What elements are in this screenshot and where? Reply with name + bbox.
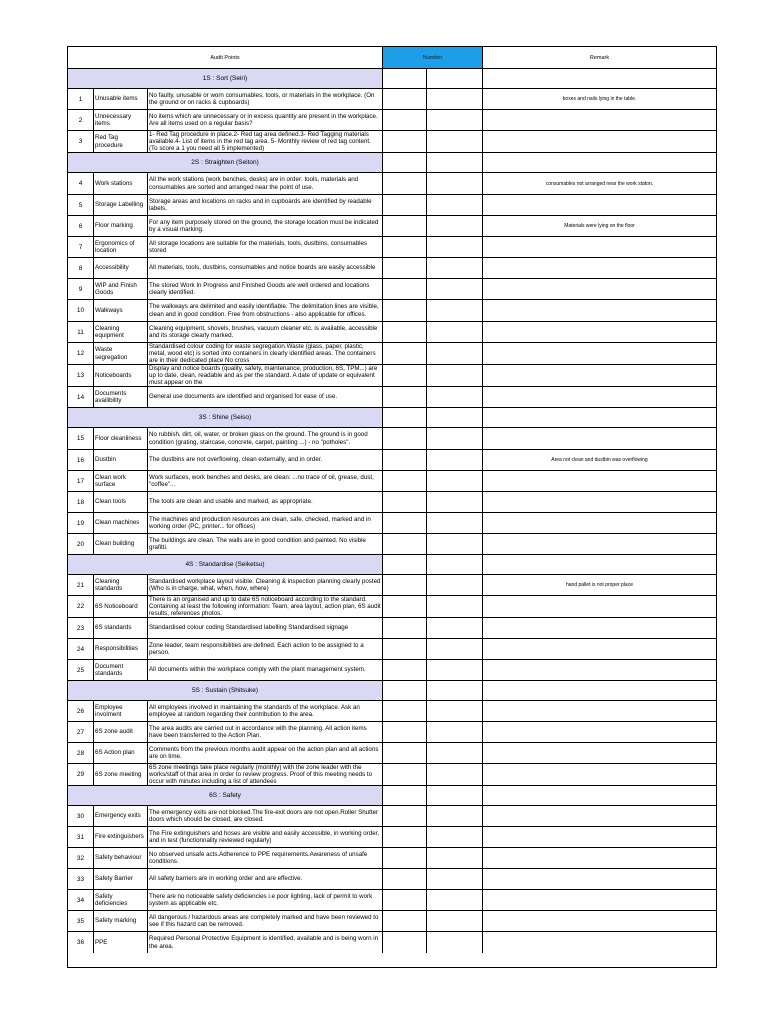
- table-row: [68, 428, 716, 450]
- audit-point-description: Work surfaces, work benches and desks, are clean: ...no trace of oil, grease, dust, "coffee"...: [148, 471, 383, 491]
- number-cell-2[interactable]: [427, 173, 483, 194]
- number-cell[interactable]: [383, 575, 427, 595]
- audit-point-description: Standardised colour coding for waste segregation.Waste (glass, paper, plastic, metal, wood etc) is sorted into containers in clearly identified areas. The containers are in their dedicated place No cross: [148, 343, 383, 364]
- section-header-row: [68, 408, 716, 428]
- item-number: 24: [68, 639, 94, 659]
- number-cell-2[interactable]: [427, 450, 483, 470]
- number-cell[interactable]: [383, 806, 427, 826]
- number-cell-2[interactable]: [427, 89, 483, 109]
- remark-cell[interactable]: [483, 555, 716, 574]
- audit-point-description: The machines and production resources are clean, safe, checked, marked and in working order (PC, printer... for offices): [148, 513, 383, 533]
- number-cell-2[interactable]: [427, 408, 483, 427]
- audit-point-description: 6S zone meetings take place regularly (monthly) with the zone leader with the works/staff of that area in order to review progress. Proof of this meeting needs to occur with minutes including a list of attendees: [148, 764, 383, 785]
- section-title: 2S : Straighten (Seiton): [68, 153, 383, 172]
- audit-point-description: The walkways are delimited and easily identifiable. The delimitation lines are visible, clean and in good condition. Free from obstructions - also applicable for offices.: [148, 300, 383, 321]
- audit-point-name: Employee involment: [94, 701, 148, 721]
- number-cell[interactable]: [383, 237, 427, 257]
- item-number: 30: [68, 806, 94, 826]
- remark-cell[interactable]: consumables not arranged near the work staton.: [545, 180, 654, 187]
- audit-point-description: All employees involved in maintaining the standards of the workplace. Ask an employee at random regarding their contribution to the area.: [148, 701, 383, 721]
- number-cell[interactable]: [383, 890, 427, 910]
- audit-point-description: General use documents are identified and organised for ease of use.: [148, 387, 383, 407]
- number-cell[interactable]: [383, 869, 427, 889]
- audit-point-name: Unnecessary items: [94, 110, 148, 130]
- table-row: [68, 89, 716, 110]
- number-cell[interactable]: [383, 450, 427, 470]
- audit-point-description: Zone leader, team responsibilities are defined. Each action to be assigned to a person.: [148, 639, 383, 659]
- header-remark: Remark: [589, 54, 610, 61]
- number-cell[interactable]: [383, 513, 427, 533]
- audit-point-description: Display and notice boards (quality, safety, maintenance, production, 6S, TPM...) are up to date, clean, readable and as per the standard. A date of update or equivalent must appear on the: [148, 365, 383, 386]
- number-cell[interactable]: [383, 258, 427, 278]
- audit-point-description: No items which are unnecessary or in excess quantity are present in the workplace. Are all items used on a regular basis?: [148, 110, 383, 130]
- item-number: 4: [68, 173, 94, 194]
- number-cell[interactable]: [383, 216, 427, 236]
- table-row: [68, 701, 716, 722]
- remark-cell[interactable]: Materials were lying on the floor: [564, 223, 635, 229]
- number-cell[interactable]: [383, 492, 427, 512]
- number-cell[interactable]: [383, 173, 427, 194]
- number-cell-2[interactable]: [427, 471, 483, 491]
- number-cell-2[interactable]: [427, 279, 483, 299]
- section-title: 3S : Shine (Seiso): [68, 408, 383, 427]
- item-number: 21: [68, 575, 94, 595]
- audit-point-description: For any item purposely stored on the ground, the storage location must be indicated by a visual marking.: [148, 216, 383, 236]
- audit-point-description: The buildings are clean. The walls are in good condition and painted. No visible grafitti.: [148, 534, 383, 554]
- audit-point-name: Clean work surface: [94, 471, 148, 491]
- number-cell-2[interactable]: [427, 722, 483, 742]
- audit-point-description: 1- Red Tag procedure in place.2- Red tag area defined.3- Red Tagging materials available.4- List of items in the red tag area. 5- Monthly review of red tag content. (To score a 1 you need all 5 implemented): [148, 131, 383, 152]
- remark-cell[interactable]: [483, 596, 716, 617]
- table-row: [68, 195, 716, 216]
- table-row: [68, 173, 716, 195]
- audit-point-description: The emergency exits are not blocked.The fire-exit doors are not open.Roller Shutter doors which should be closed, are closed.: [148, 806, 383, 826]
- table-row: [68, 911, 716, 932]
- audit-point-description: All storage locations are suitable for the materials, tools, dustbins, consumables stored: [148, 237, 383, 257]
- table-row: [68, 618, 716, 639]
- remark-cell[interactable]: [483, 343, 716, 364]
- remark-cell[interactable]: [483, 110, 716, 130]
- number-cell-2[interactable]: [427, 492, 483, 512]
- remark-cell[interactable]: [483, 639, 716, 659]
- item-number: 1: [68, 89, 94, 109]
- remark-cell[interactable]: [483, 932, 716, 953]
- number-cell[interactable]: [383, 639, 427, 659]
- audit-point-name: Unusable items: [94, 89, 148, 109]
- item-number: 5: [68, 195, 94, 215]
- audit-point-name: Accessibility: [94, 258, 148, 278]
- item-number: 34: [68, 890, 94, 910]
- table-row: [68, 596, 716, 618]
- audit-point-description: The dustbins are not overflowing, clean externally, and in order.: [148, 450, 383, 470]
- audit-point-name: 6S zone meeting: [94, 764, 148, 785]
- audit-point-name: Responsibilities: [94, 639, 148, 659]
- audit-point-name: 6S standards: [94, 618, 148, 638]
- item-number: 10: [68, 300, 94, 321]
- item-number: 33: [68, 869, 94, 889]
- audit-point-description: No rubbish, dirt, oil, water, or broken glass on the ground. The ground is in good condition (grating, staircase, concrete, carpet, painting ...) - no "potholes".: [148, 428, 383, 449]
- item-number: 27: [68, 722, 94, 742]
- audit-point-description: Comments from the previous months audit appear on the action plan and all actions are on time.: [148, 743, 383, 763]
- item-number: 9: [68, 279, 94, 299]
- item-number: 22: [68, 596, 94, 617]
- remark-cell[interactable]: [483, 279, 716, 299]
- table-row: [68, 450, 716, 471]
- number-cell-2[interactable]: [427, 69, 483, 88]
- remark-cell[interactable]: [483, 534, 716, 554]
- item-number: 14: [68, 387, 94, 407]
- number-cell-2[interactable]: [427, 786, 483, 805]
- section-title: 6S : Safety: [68, 786, 383, 805]
- item-number: 36: [68, 932, 94, 953]
- remark-cell[interactable]: [483, 722, 716, 742]
- number-cell[interactable]: [383, 786, 427, 805]
- remark-cell[interactable]: hand pallet is not proper place: [566, 582, 633, 588]
- remark-cell[interactable]: [483, 660, 716, 680]
- number-cell-2[interactable]: [427, 639, 483, 659]
- number-cell[interactable]: [383, 660, 427, 680]
- table-row: [68, 279, 716, 300]
- table-row: [68, 387, 716, 408]
- table-row: [68, 322, 716, 343]
- remark-cell[interactable]: [483, 322, 716, 342]
- number-cell-2[interactable]: [427, 258, 483, 278]
- number-cell-2[interactable]: [427, 575, 483, 595]
- audit-point-description: The stored Work In Progress and Finished Goods are well ordered and locations clearly identified.: [148, 279, 383, 299]
- remark-cell[interactable]: [483, 764, 716, 785]
- table-row: [68, 848, 716, 869]
- audit-point-name: Clean machines: [94, 513, 148, 533]
- remark-cell[interactable]: [483, 300, 716, 321]
- audit-point-name: 6S zone audit: [94, 722, 148, 742]
- audit-point-description: The Fire extinguishers and hoses are visible and easily accessible, in working order, and in test (functionnality reviewed regularly): [148, 827, 383, 847]
- number-cell-2[interactable]: [427, 131, 483, 152]
- remark-cell[interactable]: [483, 258, 716, 278]
- number-cell-2[interactable]: [427, 153, 483, 172]
- remark-cell[interactable]: [483, 681, 716, 700]
- remark-cell[interactable]: [483, 69, 716, 88]
- remark-cell[interactable]: [483, 701, 716, 721]
- audit-point-description: All dangerous / hazardous areas are completely marked and have been reviewed to see if this hazard can be removed.: [148, 911, 383, 931]
- remark-cell[interactable]: [483, 131, 716, 152]
- item-number: 12: [68, 343, 94, 364]
- section-header-row: [68, 69, 716, 89]
- table-row: [68, 131, 716, 153]
- audit-point-name: PPE: [94, 932, 148, 953]
- number-cell[interactable]: [383, 681, 427, 700]
- number-cell[interactable]: [383, 911, 427, 931]
- number-cell-2[interactable]: [427, 110, 483, 130]
- remark-cell[interactable]: [483, 428, 716, 449]
- remark-cell[interactable]: [483, 618, 716, 638]
- number-cell-2[interactable]: [427, 365, 483, 386]
- number-cell-2[interactable]: [427, 827, 483, 847]
- remark-cell[interactable]: [483, 786, 716, 805]
- remark-cell[interactable]: [483, 869, 716, 889]
- table-row: [68, 722, 716, 743]
- number-cell-2[interactable]: [427, 932, 483, 953]
- number-cell-2[interactable]: [427, 681, 483, 700]
- table-row: [68, 237, 716, 258]
- table-row: [68, 806, 716, 827]
- audit-point-description: Standardised colour coding Standardised labelling Standardised signage: [148, 618, 383, 638]
- audit-point-description: The area audits are carried out in accordance with the planning. All action items have been transferred to the Action Plan.: [148, 722, 383, 742]
- section-title: 5S : Sustain (Shitsuke): [68, 681, 383, 700]
- number-cell[interactable]: [383, 89, 427, 109]
- audit-point-description: All safety barriers are in working order and are effective.: [148, 869, 383, 889]
- number-cell-2[interactable]: [427, 764, 483, 785]
- remark-cell[interactable]: [483, 387, 716, 407]
- header-audit-points: Audit Points: [68, 47, 383, 68]
- table-row: [68, 492, 716, 513]
- number-cell[interactable]: [383, 932, 427, 953]
- audit-point-name: Fire extinguishers: [94, 827, 148, 847]
- number-cell[interactable]: [383, 428, 427, 449]
- item-number: 16: [68, 450, 94, 470]
- number-cell-2[interactable]: [427, 869, 483, 889]
- number-cell[interactable]: [383, 69, 427, 88]
- table-row: [68, 827, 716, 848]
- remark-cell[interactable]: [483, 471, 716, 491]
- remark-cell[interactable]: [483, 827, 716, 847]
- audit-point-name: 6S Noticeboard: [94, 596, 148, 617]
- table-row: [68, 365, 716, 387]
- number-cell[interactable]: [383, 827, 427, 847]
- number-cell-2[interactable]: [427, 890, 483, 910]
- item-number: 32: [68, 848, 94, 868]
- number-cell[interactable]: [383, 701, 427, 721]
- item-number: 17: [68, 471, 94, 491]
- remark-cell[interactable]: boxes and nails lying in the table.: [562, 96, 637, 102]
- number-cell[interactable]: [383, 387, 427, 407]
- audit-point-name: Storage Labelling: [94, 195, 148, 215]
- number-cell-2[interactable]: [427, 660, 483, 680]
- remark-cell[interactable]: [483, 408, 716, 427]
- audit-point-description: Standardised workplace layout visible. Cleaning & inspection planning clearly posted (Who is in charge, what, when, how, where): [148, 575, 383, 595]
- number-cell[interactable]: [383, 279, 427, 299]
- table-row: [68, 869, 716, 890]
- audit-point-name: 6S Action plan: [94, 743, 148, 763]
- audit-point-description: Storage areas and locations on racks and in cupboards are identified by readable labels.: [148, 195, 383, 215]
- audit-point-name: Waste segregation: [94, 343, 148, 364]
- audit-point-name: Floor cleanliness: [94, 428, 148, 449]
- audit-point-name: Work stations: [94, 173, 148, 194]
- audit-point-name: Safety marking: [94, 911, 148, 931]
- audit-point-name: Cleaning equipment: [94, 322, 148, 342]
- number-cell-2[interactable]: [427, 216, 483, 236]
- remark-cell[interactable]: [483, 492, 716, 512]
- number-cell-2[interactable]: [427, 701, 483, 721]
- section-header-row: [68, 153, 716, 173]
- table-row: [68, 639, 716, 660]
- item-number: 18: [68, 492, 94, 512]
- item-number: 20: [68, 534, 94, 554]
- number-cell[interactable]: [383, 110, 427, 130]
- remark-cell[interactable]: [483, 153, 716, 172]
- number-cell-2[interactable]: [427, 300, 483, 321]
- item-number: 6: [68, 216, 94, 236]
- table-row: [68, 534, 716, 555]
- audit-table-body: [68, 69, 716, 953]
- table-row: [68, 932, 716, 953]
- item-number: 11: [68, 322, 94, 342]
- audit-point-name: Cleaning standards: [94, 575, 148, 595]
- audit-point-description: The tools are clean and usable and marked, as appropriate.: [148, 492, 383, 512]
- audit-sheet: [67, 46, 717, 968]
- audit-point-name: Floor marking: [94, 216, 148, 236]
- audit-point-name: Clean tools: [94, 492, 148, 512]
- item-number: 15: [68, 428, 94, 449]
- section-header-row: [68, 786, 716, 806]
- remark-cell[interactable]: [483, 911, 716, 931]
- table-row: [68, 110, 716, 131]
- remark-cell[interactable]: [483, 743, 716, 763]
- remark-cell[interactable]: [483, 365, 716, 386]
- audit-point-description: All the work stations (work benches, desks) are in order: tools, materials and consumables are sorted and arranged near the point of use.: [148, 173, 383, 194]
- audit-point-description: Cleaning equipment, shovels, brushes, vacuum cleaner etc. is available, accessible and its storage clearly marked.: [148, 322, 383, 342]
- audit-point-description: No faulty, unusable or worn consumables, tools, or materials in the workplace. (On the ground or on racks & cupboards): [148, 89, 383, 109]
- number-cell-2[interactable]: [427, 534, 483, 554]
- number-cell[interactable]: [383, 596, 427, 617]
- audit-point-name: WIP and Finish Goods: [94, 279, 148, 299]
- number-cell-2[interactable]: [427, 618, 483, 638]
- item-number: 13: [68, 365, 94, 386]
- number-cell[interactable]: [383, 555, 427, 574]
- remark-cell[interactable]: [483, 890, 716, 910]
- number-cell[interactable]: [383, 722, 427, 742]
- header-row: [68, 47, 716, 69]
- table-row: [68, 764, 716, 786]
- section-title: 1S : Sort (Seiri): [68, 69, 383, 88]
- audit-point-name: Document standards: [94, 660, 148, 680]
- number-cell[interactable]: [383, 764, 427, 785]
- item-number: 23: [68, 618, 94, 638]
- remark-cell[interactable]: [483, 237, 716, 257]
- number-cell-2[interactable]: [427, 743, 483, 763]
- item-number: 28: [68, 743, 94, 763]
- section-title: 4S : Standardise (Seiketsu): [68, 555, 383, 574]
- section-header-row: [68, 681, 716, 701]
- number-cell-2[interactable]: [427, 343, 483, 364]
- item-number: 25: [68, 660, 94, 680]
- audit-point-name: Walkways: [94, 300, 148, 321]
- number-cell[interactable]: [383, 322, 427, 342]
- item-number: 31: [68, 827, 94, 847]
- number-cell-2[interactable]: [427, 237, 483, 257]
- audit-point-name: Dustbin: [94, 450, 148, 470]
- number-cell[interactable]: [383, 408, 427, 427]
- number-cell[interactable]: [383, 195, 427, 215]
- remark-cell[interactable]: [483, 848, 716, 868]
- table-row: [68, 575, 716, 596]
- remark-cell[interactable]: [483, 806, 716, 826]
- table-row: [68, 513, 716, 534]
- number-cell-2[interactable]: [427, 387, 483, 407]
- remark-cell[interactable]: Area not clean and dustbin was overflowing: [551, 457, 648, 463]
- number-cell[interactable]: [383, 743, 427, 763]
- audit-point-name: Red Tag procedure: [94, 131, 148, 152]
- audit-point-description: All materials, tools, dustbins, consumables and notice boards are easily accessible: [148, 258, 383, 278]
- table-row: [68, 343, 716, 365]
- number-cell[interactable]: [383, 300, 427, 321]
- audit-point-name: Documents availibility: [94, 387, 148, 407]
- item-number: 19: [68, 513, 94, 533]
- item-number: 26: [68, 701, 94, 721]
- remark-cell[interactable]: [483, 513, 716, 533]
- item-number: 8: [68, 258, 94, 278]
- number-cell[interactable]: [383, 534, 427, 554]
- audit-point-description: No observed unsafe acts.Adherence to PPE requirements.Awareness of unsafe conditions.: [148, 848, 383, 868]
- table-row: [68, 216, 716, 237]
- audit-point-description: There is an organised and up to date 6S noticeboard according to the standard. Containing at least the following information: Team, area layout, action plan, 6S audit results, references photos.: [148, 596, 383, 617]
- audit-point-name: Safety behaviour: [94, 848, 148, 868]
- number-cell[interactable]: [383, 343, 427, 364]
- audit-point-description: Required Personal Protective Equipment is identified, available and is being worn in the area.: [148, 932, 383, 953]
- audit-point-name: Safety Barrier: [94, 869, 148, 889]
- audit-point-name: Ergonomics of location: [94, 237, 148, 257]
- number-cell[interactable]: [383, 365, 427, 386]
- number-cell-2[interactable]: [427, 911, 483, 931]
- table-row: [68, 471, 716, 492]
- audit-point-description: There are no noticeable safety deficiencies i.e poor lighting, lack of permit to work system as applicable etc.: [148, 890, 383, 910]
- number-cell-2[interactable]: [427, 596, 483, 617]
- remark-cell[interactable]: [483, 195, 716, 215]
- table-row: [68, 258, 716, 279]
- table-row: [68, 300, 716, 322]
- number-cell[interactable]: [383, 471, 427, 491]
- table-row: [68, 660, 716, 681]
- item-number: 29: [68, 764, 94, 785]
- number-cell[interactable]: [383, 848, 427, 868]
- table-row: [68, 743, 716, 764]
- item-number: 35: [68, 911, 94, 931]
- audit-point-name: Noticeboards: [94, 365, 148, 386]
- item-number: 3: [68, 131, 94, 152]
- number-cell-2[interactable]: [427, 513, 483, 533]
- audit-point-name: Clean building: [94, 534, 148, 554]
- header-number: Number: [383, 47, 483, 68]
- item-number: 7: [68, 237, 94, 257]
- table-row: [68, 890, 716, 911]
- audit-point-name: Emergency exits: [94, 806, 148, 826]
- number-cell-2[interactable]: [427, 428, 483, 449]
- item-number: 2: [68, 110, 94, 130]
- number-cell[interactable]: [383, 153, 427, 172]
- number-cell[interactable]: [383, 618, 427, 638]
- section-header-row: [68, 555, 716, 575]
- audit-point-description: All documents within the workplace comply with the plant management system.: [148, 660, 383, 680]
- number-cell-2[interactable]: [427, 848, 483, 868]
- number-cell-2[interactable]: [427, 195, 483, 215]
- audit-point-name: Safety deficiencies: [94, 890, 148, 910]
- number-cell-2[interactable]: [427, 806, 483, 826]
- number-cell-2[interactable]: [427, 322, 483, 342]
- number-cell-2[interactable]: [427, 555, 483, 574]
- number-cell[interactable]: [383, 131, 427, 152]
